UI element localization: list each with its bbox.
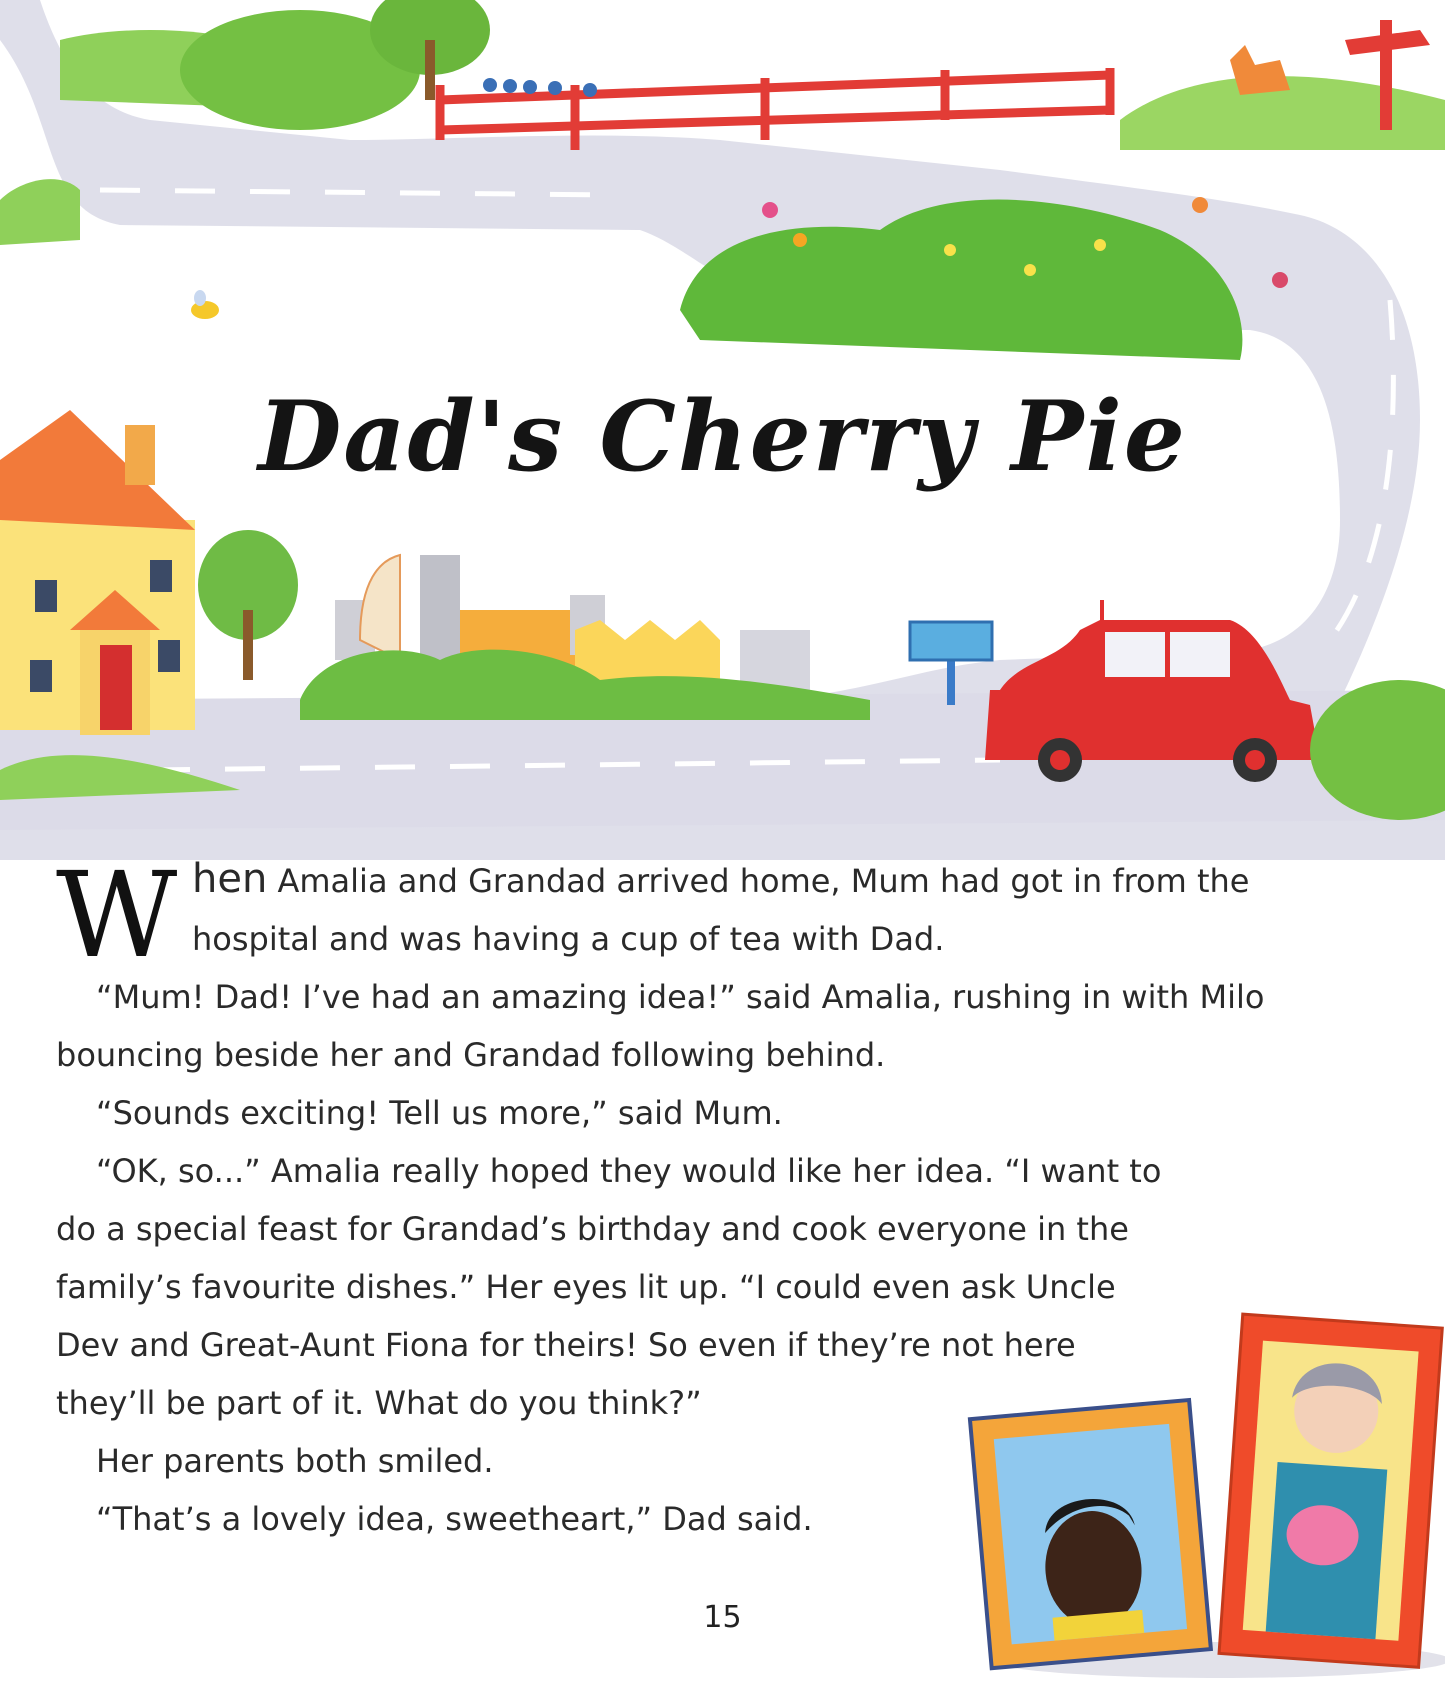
round-tree-trunk [243,610,253,680]
fox [1230,45,1290,95]
left-grass [0,179,80,245]
bee [191,290,219,319]
lead-word: hen [192,856,268,902]
story-paragraph-1 [56,846,1356,984]
story-paragraph-5: Her parents both smiled. [96,1442,494,1480]
paragraph-1-text: Amalia and Grandad arrived home, Mum had got in from the hospital and was having a cup of tea with Dad. [192,862,1250,958]
page-number: 15 [703,1600,742,1635]
story-paragraph-6: “That’s a lovely idea, sweetheart,” Dad said. [96,1500,813,1538]
picture-frames-illustration [960,1300,1445,1699]
story-paragraph-4: “OK, so...” Amalia really hoped they would like her idea. “I want to do a special feast for Grandad’s birthday and cook everyone in the family’s favourite dishes.” Her eyes lit up. “I could even ask Uncle Dev and Great-Aunt Fiona for theirs! So even if they’re not here they’ll be part of it. What do you think?” [56,1152,1162,1422]
story-paragraph-3: “Sounds exciting! Tell us more,” said Mum. [96,1094,783,1132]
red-car [985,600,1320,782]
story-paragraph-2: “Mum! Dad! I’ve had an amazing idea!” said Amalia, rushing in with Milo bouncing beside her and Grandad following behind. [56,978,1265,1074]
drop-cap: W [56,846,178,984]
tree-trunk [425,40,435,100]
chapter-title: Dad's Cherry Pie [258,380,1187,493]
